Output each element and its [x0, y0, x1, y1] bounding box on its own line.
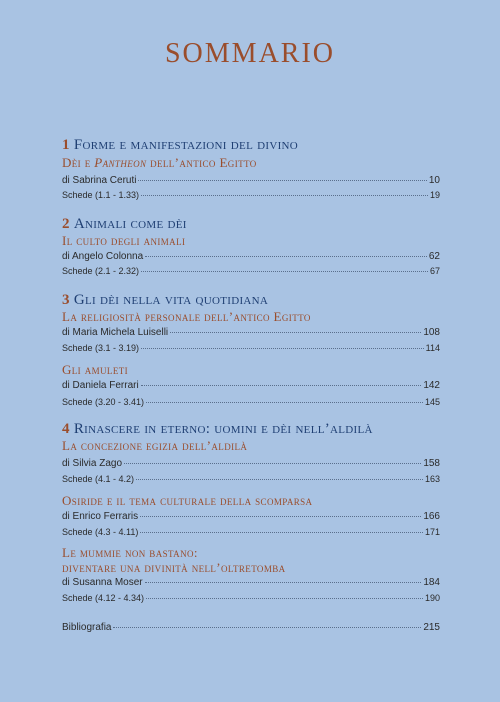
chapter-title-text: Forme e manifestazioni del divino	[73, 137, 299, 153]
entry-page: 114	[425, 343, 440, 353]
toc-entry-schede[interactable]	[62, 343, 440, 353]
entry-page: 215	[423, 622, 440, 633]
chapter-title-text: Gli dèi nella vita quotidiana	[73, 292, 269, 308]
subtitle-part: Dèi e	[62, 155, 95, 170]
dot-leader	[141, 348, 424, 349]
dot-leader	[170, 332, 421, 333]
chapter-2-subtitle: Il culto degli animali	[62, 233, 186, 248]
entry-page: 171	[424, 527, 440, 537]
entry-label: Schede (3.20 - 3.41)	[62, 397, 145, 407]
chapter-number: 1	[62, 137, 70, 153]
entry-page: 67	[429, 266, 440, 276]
section-subtitle[interactable]: Gli amuleti	[62, 362, 129, 377]
chapter-3-subtitle: La religiosità personale dell’antico Egitto	[62, 309, 311, 324]
toc-entry-author[interactable]	[62, 251, 440, 262]
entry-label: di Maria Michela Luiselli	[62, 327, 169, 338]
toc-entry-author[interactable]	[62, 577, 440, 588]
section-subtitle-line-2[interactable]: diventare una divinità nell’oltretomba	[62, 560, 286, 575]
entry-label: di Sabrina Ceruti	[62, 175, 137, 186]
entry-page: 62	[428, 251, 440, 262]
chapter-2-title[interactable]	[62, 216, 187, 233]
dot-leader	[124, 463, 421, 464]
chapter-1-title[interactable]	[62, 137, 298, 154]
entry-page: 108	[423, 327, 440, 338]
chapter-4-subtitle: La concezione egizia dell’aldilà	[62, 438, 248, 453]
entry-label: Bibliografia	[62, 622, 112, 633]
toc-entry-author[interactable]	[62, 458, 440, 469]
subtitle-part: dell’antico Egitto	[146, 155, 257, 170]
chapter-4-title[interactable]	[62, 421, 373, 438]
subtitle-italic-part: Pantheon	[94, 155, 147, 170]
chapter-number: 2	[62, 216, 70, 232]
entry-label: Schede (4.1 - 4.2)	[62, 474, 135, 484]
entry-page: 158	[423, 458, 440, 469]
entry-page: 10	[428, 175, 440, 186]
toc-entry-schede[interactable]	[62, 474, 440, 484]
dot-leader	[146, 598, 423, 599]
entry-label: di Enrico Ferraris	[62, 511, 139, 522]
entry-page: 142	[423, 380, 440, 391]
toc-entry-schede[interactable]	[62, 527, 440, 537]
chapter-title-text: Rinascere in eterno: uomini e dèi nell’aldilà	[73, 421, 373, 437]
dot-leader	[113, 627, 421, 628]
entry-page: 190	[424, 593, 440, 603]
entry-label: di Silvia Zago	[62, 458, 123, 469]
toc-entry-bibliography[interactable]	[62, 622, 440, 633]
toc-entry-schede[interactable]	[62, 190, 440, 200]
section-subtitle[interactable]: Osiride e il tema culturale della scomparsa	[62, 493, 313, 508]
chapter-1-subtitle	[62, 155, 257, 170]
entry-page: 184	[423, 577, 440, 588]
toc-entry-author[interactable]	[62, 327, 440, 338]
section-subtitle-line-1[interactable]: Le mummie non bastano:	[62, 545, 198, 560]
entry-page: 19	[429, 190, 440, 200]
dot-leader	[140, 532, 423, 533]
entry-page: 145	[424, 397, 440, 407]
chapter-3-title[interactable]	[62, 292, 268, 309]
entry-label: Schede (4.3 - 4.11)	[62, 527, 139, 537]
entry-label: di Susanna Moser	[62, 577, 143, 588]
dot-leader	[141, 385, 422, 386]
entry-page: 163	[424, 474, 440, 484]
dot-leader	[141, 271, 428, 272]
entry-label: Schede (2.1 - 2.32)	[62, 266, 140, 276]
entry-label: di Angelo Colonna	[62, 251, 144, 262]
chapter-number: 4	[62, 421, 70, 437]
chapter-number: 3	[62, 292, 70, 308]
dot-leader	[146, 402, 423, 403]
toc-entry-author[interactable]	[62, 511, 440, 522]
chapter-title-text: Animali come dèi	[73, 216, 187, 232]
toc-entry-schede[interactable]	[62, 593, 440, 603]
toc-entry-author[interactable]	[62, 175, 440, 186]
page-title: SOMMARIO	[164, 38, 336, 69]
dot-leader	[138, 180, 426, 181]
entry-label: Schede (4.12 - 4.34)	[62, 593, 145, 603]
entry-label: Schede (1.1 - 1.33)	[62, 190, 140, 200]
entry-label: di Daniela Ferrari	[62, 380, 139, 391]
toc-entry-schede[interactable]	[62, 266, 440, 276]
entry-label: Schede (3.1 - 3.19)	[62, 343, 140, 353]
toc-entry-author[interactable]	[62, 380, 440, 391]
toc-entry-schede[interactable]	[62, 397, 440, 407]
dot-leader	[141, 195, 428, 196]
dot-leader	[140, 516, 421, 517]
dot-leader	[145, 582, 422, 583]
dot-leader	[136, 479, 423, 480]
dot-leader	[145, 256, 427, 257]
entry-page: 166	[423, 511, 440, 522]
